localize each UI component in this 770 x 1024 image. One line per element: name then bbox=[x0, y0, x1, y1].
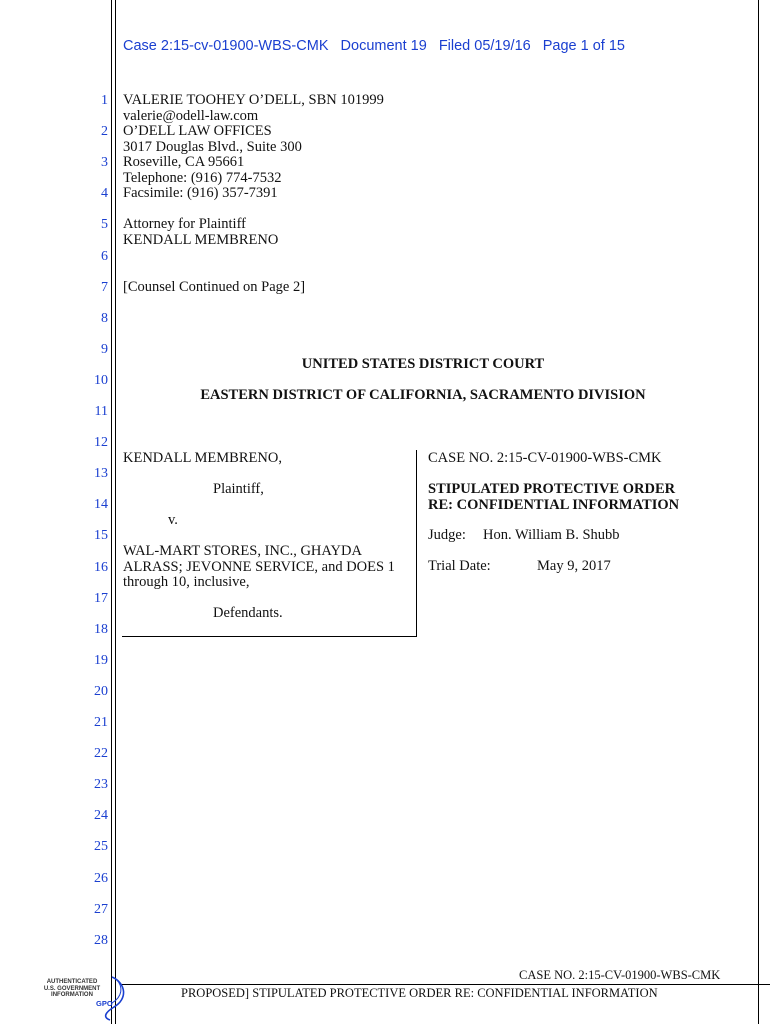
counsel-line-4: 3017 Douglas Blvd., Suite 300 bbox=[123, 138, 302, 155]
defendants-line-3: through 10, inclusive, bbox=[123, 574, 250, 590]
gpo-authentication-seal bbox=[40, 973, 130, 1021]
versus: v. bbox=[168, 512, 178, 528]
judge-label: Judge: bbox=[428, 527, 466, 543]
caption-bottom-rule bbox=[122, 636, 417, 637]
seal-text: AUTHENTICATED U.S. GOVERNMENT INFORMATION bbox=[43, 979, 101, 998]
line-number: 21 bbox=[94, 715, 108, 730]
line-number: 20 bbox=[94, 683, 108, 699]
line-number: 6 bbox=[101, 248, 108, 264]
line-number: 22 bbox=[94, 746, 108, 762]
counsel-line-3: O’DELL LAW OFFICES bbox=[123, 123, 272, 139]
line-number: 4 bbox=[101, 186, 108, 202]
line-number: 7 bbox=[101, 279, 108, 295]
counsel-line-2: valerie@odell-law.com bbox=[123, 107, 259, 124]
filing-header bbox=[123, 38, 633, 54]
counsel-continued-note: [Counsel Continued on Page 2] bbox=[123, 279, 306, 295]
defendants-role: Defendants. bbox=[213, 605, 283, 621]
line-number: 1 bbox=[101, 93, 108, 108]
court-district: EASTERN DISTRICT OF CALIFORNIA, SACRAMENTO DIVISION bbox=[200, 387, 646, 403]
line-number: 26 bbox=[94, 870, 108, 886]
header-page-count: Page 1 of 15 bbox=[542, 38, 625, 54]
line-number: 3 bbox=[101, 155, 108, 171]
document-title-line-2: RE: CONFIDENTIAL INFORMATION bbox=[428, 496, 680, 513]
defendants-line-2: ALRASS; JEVONNE SERVICE, and DOES 1 bbox=[123, 558, 395, 575]
line-number: 24 bbox=[94, 808, 108, 824]
line-number: 23 bbox=[94, 777, 108, 793]
header-document-number: Document 19 bbox=[340, 38, 427, 54]
header-case-number: Case 2:15-cv-01900-WBS-CMK bbox=[123, 38, 329, 54]
client-name: KENDALL MEMBRENO bbox=[123, 231, 279, 248]
judge-name: Hon. William B. Shubb bbox=[483, 527, 620, 543]
line-number: 15 bbox=[94, 528, 108, 544]
header-filed-date: Filed 05/19/16 bbox=[438, 38, 531, 54]
attorney-for-label: Attorney for Plaintiff bbox=[123, 216, 246, 232]
defendants-line-1: WAL-MART STORES, INC., GHAYDA bbox=[123, 543, 362, 559]
line-number: 12 bbox=[94, 435, 108, 451]
counsel-line-5: Roseville, CA 95661 bbox=[123, 154, 245, 170]
line-number: 27 bbox=[94, 901, 108, 917]
court-name: UNITED STATES DISTRICT COURT bbox=[301, 356, 545, 372]
line-number: 19 bbox=[94, 652, 108, 668]
line-number: 10 bbox=[94, 372, 108, 388]
trial-date-label: Trial Date: bbox=[428, 558, 491, 574]
line-number: 13 bbox=[94, 466, 108, 482]
counsel-line-6: Telephone: (916) 774-7532 bbox=[123, 169, 282, 186]
line-number: 28 bbox=[94, 932, 108, 948]
counsel-line-7: Facsimile: (916) 357-7391 bbox=[123, 185, 278, 201]
line-number: 25 bbox=[94, 839, 108, 855]
line-number: 18 bbox=[94, 621, 108, 637]
footer-case-number: CASE NO. 2:15-CV-01900-WBS-CMK bbox=[519, 968, 721, 982]
line-number: 17 bbox=[94, 590, 108, 606]
line-number: 5 bbox=[101, 217, 108, 233]
seal-swoosh-icon bbox=[40, 973, 130, 1021]
counsel-line-1: VALERIE TOOHEY O’DELL, SBN 101999 bbox=[123, 92, 384, 108]
plaintiff-name: KENDALL MEMBRENO, bbox=[123, 450, 282, 466]
footer-title: PROPOSED] STIPULATED PROTECTIVE ORDER RE: CONFIDENTIAL INFORMATION bbox=[181, 986, 658, 1000]
line-number: 16 bbox=[94, 559, 108, 575]
line-number: 9 bbox=[101, 341, 108, 357]
document-title-line-1: STIPULATED PROTECTIVE ORDER bbox=[428, 481, 676, 497]
trial-date: May 9, 2017 bbox=[537, 558, 611, 574]
left-margin-rule-outer bbox=[111, 0, 112, 1024]
seal-gpo-mark: GPO bbox=[96, 999, 113, 1008]
line-number: 14 bbox=[94, 497, 108, 513]
line-number: 11 bbox=[94, 404, 108, 419]
footer-rule bbox=[121, 984, 770, 985]
line-number: 8 bbox=[101, 310, 108, 326]
left-margin-rule-inner bbox=[115, 0, 116, 1024]
right-margin-rule bbox=[758, 0, 759, 1024]
line-number: 2 bbox=[101, 124, 108, 140]
case-number: CASE NO. 2:15-CV-01900-WBS-CMK bbox=[428, 450, 662, 466]
caption-vertical-rule bbox=[416, 450, 417, 636]
plaintiff-role: Plaintiff, bbox=[213, 481, 264, 497]
